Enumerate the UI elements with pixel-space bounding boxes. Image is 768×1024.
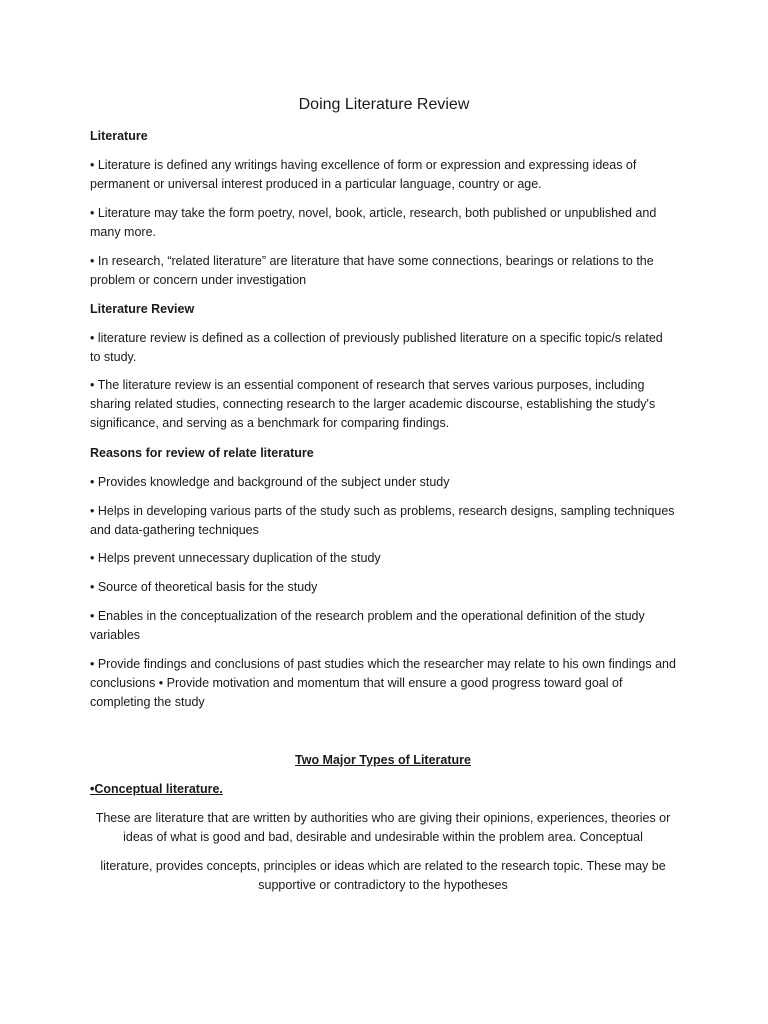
bullet-paragraph: • Helps prevent unnecessary duplication of the study [90, 551, 381, 565]
document-title: Doing Literature Review [298, 96, 470, 113]
bullet-paragraph: • Enables in the conceptualization of the research problem and the operational definition of the study variables [90, 609, 645, 642]
bullet-paragraph: • Literature may take the form poetry, novel, book, article, research, both published or unpublished and many more. [90, 206, 657, 239]
bullet-paragraph: • Helps in developing various parts of the study such as problems, research designs, sampling techniques and data-gathering techniques [90, 504, 675, 537]
conceptual-literature-heading: •Conceptual literature. [90, 782, 223, 796]
section-heading-literature-review: Literature Review [90, 302, 195, 316]
bullet-paragraph: • Source of theoretical basis for the study [90, 580, 318, 594]
bullet-paragraph: • literature review is defined as a collection of previously published literature on a specific topic/s related to study. [90, 331, 663, 364]
bullet-paragraph: • Literature is defined any writings having excellence of form or expression and expressing ideas of permanent or universal interest produced in a particular language, country or age. [90, 158, 637, 191]
bullet-paragraph: • Provide findings and conclusions of past studies which the researcher may relate to his own findings and conclusions • Provide motivation and momentum that will ensure a good progress toward goal of completing the study [90, 657, 676, 709]
bullet-paragraph: • The literature review is an essential component of research that serves various purposes, including sharing related studies, connecting research to the larger academic discourse, establishing the study's significance, and serving as a benchmark for comparing findings. [90, 378, 656, 430]
types-heading: Two Major Types of Literature [295, 753, 471, 767]
section-heading-reasons: Reasons for review of relate literature [90, 446, 314, 460]
section-heading-literature: Literature [90, 129, 148, 143]
bullet-paragraph: • Provides knowledge and background of the subject under study [90, 475, 450, 489]
bullet-paragraph: • In research, “related literature” are literature that have some connections, bearings or relations to the problem or concern under investigation [90, 254, 654, 287]
conceptual-paragraph: literature, provides concepts, principles or ideas which are related to the research topic. These may be supportive or contradictory to the hypotheses [100, 859, 666, 892]
conceptual-paragraph: These are literature that are written by authorities who are giving their opinions, experiences, theories or ideas of what is good and bad, desirable and undesirable within the problem area. Conceptual [95, 811, 671, 844]
